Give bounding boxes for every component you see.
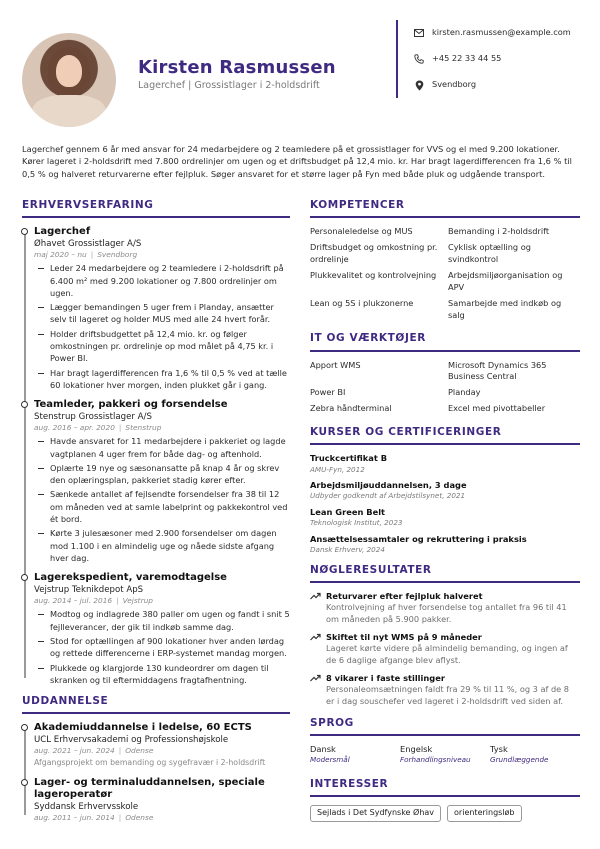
result-desc: Personaleomsætningen faldt fra 29 % til 11 %, og 3 af de 8 er i dag souschefer ved lageret i 2-holdsdrift ved siden af. — [326, 684, 570, 707]
job-bullet: Har bragt lagerdifferencen fra 1,6 % til 0,5 % ved at tælle 60 lokationer hver morgen, inden plukket går i gang. — [34, 367, 290, 392]
job-bullet: Leder 24 medarbejdere og 2 teamledere i 2-holdsdrift på 6.400 m² med 9.200 lokationer og 7.800 ordrelinjer om ugen. — [34, 262, 290, 299]
job-meta: aug. 2014 – jul. 2016 | Vejstrup — [34, 596, 153, 606]
course-item — [310, 453, 580, 474]
trend-up-icon — [310, 592, 321, 600]
job-bullet: Havde ansvaret for 11 medarbejdere i pakkeriet og lagde vagtplanen 4 uger frem for både dag- og aftenhold. — [34, 435, 290, 460]
tool-list — [310, 360, 580, 416]
course-name: Lean Green Belt — [310, 507, 386, 518]
education-title: Akademiuddannelse i ledelse, 60 ECTS — [34, 722, 252, 734]
education-entry — [34, 777, 290, 824]
result-list — [310, 591, 580, 708]
experience-timeline — [22, 226, 290, 686]
timeline-dot-icon — [21, 724, 28, 731]
job-bullet: Modtog og indlagrede 380 paller om ugen og fandt i snit 5 fejlleverancer, der gik til indkøb samme dag. — [34, 608, 290, 633]
competence-item: Cyklisk optælling og svindkontrol — [448, 242, 531, 264]
competence-item: Bemanding i 2-holdsdrift — [448, 226, 550, 237]
course-list — [310, 453, 580, 555]
course-org: Dansk Erhverv, 2024 — [310, 545, 385, 555]
education-timeline — [22, 722, 290, 823]
course-org: Udbyder godkendt af Arbejdstilsynet, 2021 — [310, 491, 466, 501]
job-location: Vejstrup — [122, 596, 153, 606]
timeline-dot-icon — [21, 779, 28, 786]
language-list — [310, 744, 580, 765]
job-entry — [34, 399, 290, 564]
course-name: Arbejdsmiljøuddannelsen, 3 dage — [310, 480, 467, 491]
language-level: Grundlæggende — [490, 755, 549, 765]
contact-location-text: Svendborg — [432, 79, 477, 90]
job-entry — [34, 572, 290, 686]
interest-tag: Sejlads i Det Sydfynske Øhav — [310, 805, 441, 822]
result-item — [310, 673, 580, 708]
contact-location — [414, 72, 571, 98]
competence-item: Lean og 5S i plukzonerne — [310, 297, 414, 308]
job-bullet: Plukkede og klargjorde 130 kundeordrer om dagen til skranken og til eftermiddagens fragtafhentning. — [34, 662, 290, 687]
tool-item: Microsoft Dynamics 365 Business Central — [448, 359, 547, 382]
result-item — [310, 632, 580, 667]
section-title-tools: IT OG VÆRKTØJER — [310, 331, 580, 351]
education-entry — [34, 722, 290, 769]
job-bullet: Sænkede antallet af fejlsendte forsendelser fra 38 til 12 om måneden ved at samle labelprint og pakkekontrol ved ét bord. — [34, 488, 290, 525]
location-pin-icon — [414, 80, 424, 90]
section-title-languages: SPROG — [310, 716, 580, 736]
course-name: Truckcertifikat B — [310, 453, 388, 464]
education-title: Lager- og terminaluddannelsen, speciale lageroperatør — [34, 776, 265, 801]
mail-icon — [414, 28, 424, 38]
contact-email[interactable] — [414, 20, 571, 46]
course-name: Ansættelsessamtaler og rekruttering i praksis — [310, 534, 527, 545]
education-location: Odense — [125, 813, 154, 823]
contact-phone[interactable] — [414, 46, 571, 72]
job-bullet: Stod for optællingen af 900 lokationer hver anden lørdag og rettede differencerne i ERP-systemet mandag morgen. — [34, 635, 290, 660]
interest-tag: orienteringsløb — [447, 805, 521, 822]
education-note: Afgangsprojekt om bemanding og sygefravær i 2-holdsdrift — [34, 758, 266, 768]
tool-item: Zebra håndterminal — [310, 403, 392, 414]
competence-item: Samarbejde med indkøb og salg — [448, 297, 562, 320]
education-meta: aug. 2011 – jun. 2014 | Odense — [34, 813, 154, 823]
result-desc: Lageret kørte videre på almindelig bemanding, og ingen af de 6 daglige afgange blev aflyst. — [326, 643, 568, 666]
contact-email-text: kirsten.rasmussen@example.com — [432, 27, 571, 38]
header-divider — [396, 20, 398, 98]
course-item — [310, 480, 580, 501]
course-org: AMU-Fyn, 2012 — [310, 464, 365, 474]
job-location: Svendborg — [97, 250, 138, 260]
job-period: aug. 2016 – apr. 2020 — [34, 423, 115, 433]
language-level: Forhandlingsniveau — [400, 755, 471, 765]
language-name: Dansk — [310, 744, 336, 755]
course-item — [310, 507, 580, 528]
job-bullets — [34, 262, 290, 391]
tool-item: Planday — [448, 387, 481, 398]
timeline-dot-icon — [21, 228, 28, 235]
right-column — [310, 198, 580, 822]
interest-tags — [310, 805, 580, 822]
job-company: Stenstrup Grossistlager A/S — [34, 411, 152, 422]
result-title: Returvarer efter fejlpluk halveret — [326, 591, 483, 602]
timeline-dot-icon — [21, 401, 28, 408]
language-item — [310, 744, 400, 765]
competence-item: Plukkevalitet og kontrolvejning — [310, 269, 437, 280]
competence-item: Driftsbudget og omkostning pr. ordrelinje — [310, 242, 438, 264]
competence-list — [310, 226, 580, 321]
trend-up-icon — [310, 674, 321, 682]
competence-item: Personaleledelse og MUS — [310, 226, 413, 237]
section-title-experience: ERHVERVSERFARING — [22, 198, 290, 218]
language-item — [400, 744, 490, 765]
job-title: Lagerekspedient, varemodtagelse — [34, 572, 227, 584]
candidate-subtitle: Lagerchef | Grossistlager i 2-holdsdrift — [138, 80, 320, 91]
tool-item: Apport WMS — [310, 359, 361, 370]
result-item — [310, 591, 580, 626]
profile-photo — [22, 33, 116, 127]
education-period: aug. 2021 – jun. 2024 — [34, 746, 115, 756]
course-item — [310, 534, 580, 555]
section-title-education: UDDANNELSE — [22, 694, 290, 714]
tool-item: Power BI — [310, 387, 346, 398]
job-title: Teamleder, pakkeri og forsendelse — [34, 399, 228, 411]
education-school: UCL Erhvervsakademi og Professionshøjskole — [34, 734, 229, 745]
language-name: Engelsk — [400, 744, 433, 755]
job-period: maj 2020 – nu — [34, 250, 87, 260]
job-period: aug. 2014 – jul. 2016 — [34, 596, 113, 606]
section-title-courses: KURSER OG CERTIFICERINGER — [310, 425, 580, 445]
section-title-interests: INTERESSER — [310, 777, 580, 797]
profile-summary: Lagerchef gennem 6 år med ansvar for 24 medarbejdere og 2 teamledere på et grossistlager for VVS og el med 9.200 lokationer. Kører lageret i 2-holdsdrift med 7.800 ordrelinjer om ugen og et driftsbudget på 12,4 mio. kr. Har bragt lagerdifferencen fra 1,6 % til 0,5 % og halveret returvarerne efter fejlpluk. Søger ansvaret for et større lager på Fyn med både pluk og udgående transport. — [22, 144, 572, 179]
job-bullet: Holder driftsbudgettet på 12,4 mio. kr. og følger omkostningen pr. ordrelinje op mod målet på 4,75 kr. i Power BI. — [34, 328, 290, 365]
education-location: Odense — [125, 746, 154, 756]
job-meta: aug. 2016 – apr. 2020 | Stenstrup — [34, 423, 162, 433]
job-title: Lagerchef — [34, 226, 91, 238]
header — [22, 14, 582, 134]
result-title: Skiftet til nyt WMS på 9 måneder — [326, 632, 482, 643]
job-bullets — [34, 435, 290, 564]
result-desc: Kontrolvejning af hver forsendelse tog antallet fra 96 til 41 om måneden på 5.900 pakker. — [326, 602, 567, 625]
education-period: aug. 2011 – jun. 2014 — [34, 813, 115, 823]
job-bullet: Kørte 3 julesæsoner med 2.900 forsendelser om dagen mod 1.100 i en almindelig uge og nåede sidste afgang hver dag. — [34, 527, 290, 564]
job-entry — [34, 226, 290, 391]
result-title: 8 vikarer i faste stillinger — [326, 673, 445, 684]
language-level: Modersmål — [310, 755, 350, 765]
competence-item: Arbejdsmiljøorganisation og APV — [448, 269, 563, 292]
trend-up-icon — [310, 633, 321, 641]
language-item — [490, 744, 580, 765]
job-company: Vejstrup Teknikdepot ApS — [34, 584, 144, 595]
phone-icon — [414, 54, 424, 64]
job-bullet: Lægger bemandingen 5 uger frem i Planday, ansætter selv til lageret og holder MUS med alle 24 hvert forår. — [34, 301, 290, 326]
timeline-dot-icon — [21, 574, 28, 581]
job-meta: maj 2020 – nu | Svendborg — [34, 250, 138, 260]
education-meta: aug. 2021 – jun. 2024 | Odense — [34, 746, 154, 756]
language-name: Tysk — [490, 744, 508, 755]
course-org: Teknologisk Institut, 2023 — [310, 518, 403, 528]
job-company: Øhavet Grossistlager A/S — [34, 238, 142, 249]
left-column — [22, 198, 290, 831]
job-bullet: Oplærte 19 nye og sæsonansatte på knap 4 år og skrev den oplæringsplan, pakkeriet stadig kører efter. — [34, 462, 290, 487]
job-bullets — [34, 608, 290, 686]
contact-phone-text: +45 22 33 44 55 — [432, 53, 502, 64]
tool-item: Excel med pivottabeller — [448, 403, 546, 414]
job-location: Stenstrup — [125, 423, 162, 433]
candidate-name: Kirsten Rasmussen — [138, 57, 336, 78]
section-title-competences: KOMPETENCER — [310, 198, 580, 218]
contact-list — [414, 20, 571, 98]
section-title-results: NØGLERESULTATER — [310, 563, 580, 583]
education-school: Syddansk Erhvervsskole — [34, 801, 139, 812]
